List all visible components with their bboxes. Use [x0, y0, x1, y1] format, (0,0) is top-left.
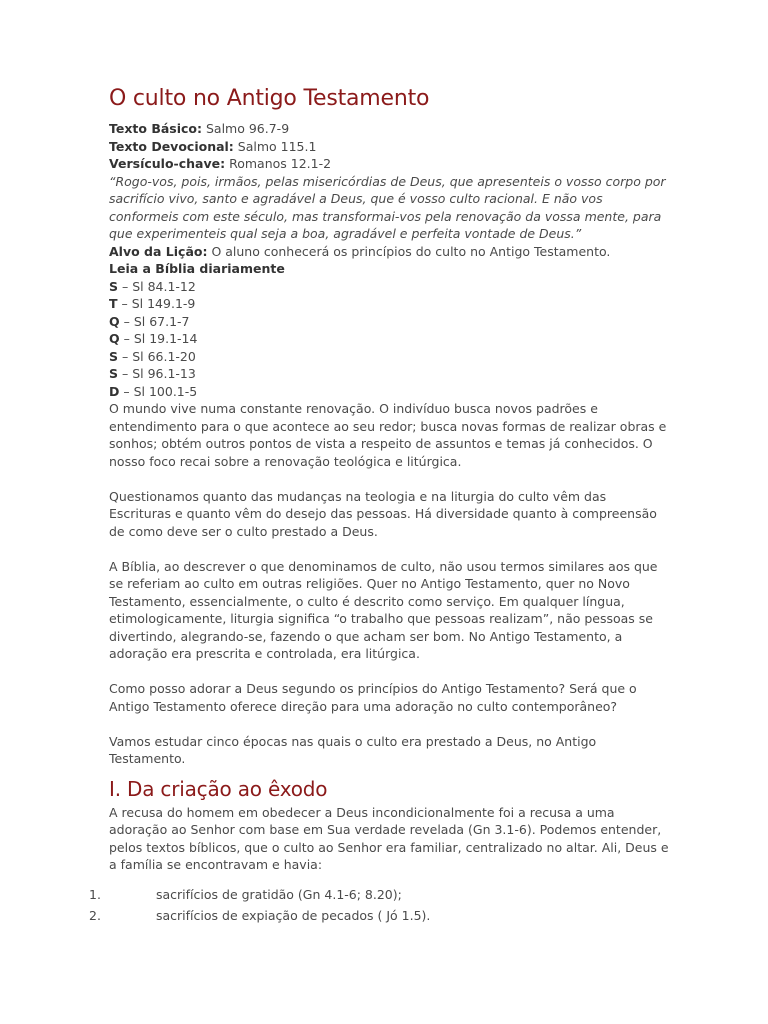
list-item-text: sacrifícios de expiação de pecados ( Jó 1.5).: [156, 908, 431, 923]
reading-ref: – Sl 19.1-14: [119, 331, 198, 346]
meta-label: Texto Devocional:: [109, 138, 234, 154]
reading-ref: – Sl 66.1-20: [118, 348, 196, 364]
reading-ref: – Sl 67.1-7: [119, 313, 190, 329]
meta-devotional-text: [109, 138, 669, 156]
section-heading: I. Da criação ao êxodo: [109, 776, 328, 801]
daily-reading-item: [109, 383, 669, 401]
daily-reading-item: [109, 295, 669, 313]
numbered-list: [89, 886, 669, 925]
meta-basic-text: [109, 120, 669, 138]
list-item-text: sacrifícios de gratidão (Gn 4.1-6; 8.20);: [156, 886, 402, 902]
reading-ref: – Sl 149.1-9: [117, 296, 196, 311]
day-letter: T: [109, 296, 118, 311]
paragraph: A Bíblia, ao descrever o que denominamos de culto, não usou termos similares aos que se referiam ao culto em outras religiões. Quer no Antigo Testamento, quer no Novo Testamento, essencialmente, o culto é descrito como serviço. Em qualquer língua, etimologicamente, liturgia significa “o trabalho que pessoas realizam”, não pessoas se divertindo, alegrando-se, fazendo o que acham ser bom. No Antigo Testamento, a adoração era prescrita e controlada, era litúrgica.: [109, 558, 658, 661]
paragraph: Vamos estudar cinco épocas nas quais o culto era prestado a Deus, no Antigo Testamento.: [109, 733, 597, 766]
day-letter: Q: [109, 313, 120, 329]
page-title: O culto no Antigo Testamento: [109, 86, 430, 111]
day-letter: D: [109, 383, 120, 399]
day-letter: Q: [109, 331, 120, 346]
meta-value: Romanos 12.1-2: [225, 156, 332, 171]
daily-reading-item: [109, 278, 669, 296]
meta-key-verse: [109, 155, 669, 173]
list-number: 1.: [89, 886, 101, 902]
daily-reading-item: [109, 313, 669, 331]
day-letter: S: [109, 348, 119, 364]
daily-reading-heading: Leia a Bíblia diariamente: [109, 261, 285, 276]
daily-reading-item: [109, 348, 669, 366]
day-letter: S: [109, 366, 119, 381]
day-letter: S: [109, 278, 119, 294]
goal-label: Alvo da Lição:: [109, 243, 208, 259]
list-item: [89, 907, 669, 925]
daily-reading-item: [109, 365, 669, 383]
paragraph: O mundo vive numa constante renovação. O indivíduo busca novos padrões e entendimento para o que acontece ao seu redor; busca novas formas de realizar obras e sonhos; obtém outros pontos de vista a respeito de assuntos e temas já conhecidos. O nosso foco recai sobre a renovação teológica e litúrgica.: [109, 401, 667, 469]
meta-label: Versículo-chave:: [109, 156, 226, 171]
daily-reading-item: [109, 330, 669, 348]
section-paragraph: A recusa do homem em obedecer a Deus incondicionalmente foi a recusa a uma adoração ao Senhor com base em Sua verdade revelada (Gn 3.1-6). Podemos entender, pelos textos bíblicos, que o culto ao Senhor era familiar, centralizado no altar. Ali, Deus e a família se encontravam e havia:: [109, 804, 669, 872]
goal-value: O aluno conhecerá os princípios do culto no Antigo Testamento.: [207, 243, 611, 259]
article: [89, 84, 669, 929]
reading-ref: – Sl 100.1-5: [119, 383, 198, 399]
meta-value: Salmo 115.1: [233, 138, 317, 154]
lesson-goal: [109, 243, 669, 261]
daily-reading-list: [109, 278, 669, 401]
reading-ref: – Sl 96.1-13: [118, 366, 196, 381]
key-verse-quote: “Rogo-vos, pois, irmãos, pelas misericórdias de Deus, que apresenteis o vosso corpo por sacrifício vivo, santo e agradável a Deus, que é vosso culto racional. E não vos conformeis com este século, mas transformai-vos pela renovação da vossa mente, para que experimenteis qual seja a boa, agradável e perfeita vontade de Deus.”: [109, 173, 666, 241]
list-number: 2.: [89, 908, 101, 923]
list-item: [89, 886, 669, 904]
meta-value: Salmo 96.7-9: [202, 121, 290, 136]
paragraph: Como posso adorar a Deus segundo os princípios do Antigo Testamento? Será que o Antigo Testamento oferece direção para uma adoração no culto contemporâneo?: [109, 681, 637, 714]
paragraph: Questionamos quanto das mudanças na teologia e na liturgia do culto vêm das Escrituras e quanto vêm do desejo das pessoas. Há diversidade quanto à compreensão de como deve ser o culto prestado a Deus.: [109, 488, 657, 539]
meta-label: Texto Básico:: [109, 121, 203, 136]
reading-ref: – Sl 84.1-12: [118, 278, 196, 294]
